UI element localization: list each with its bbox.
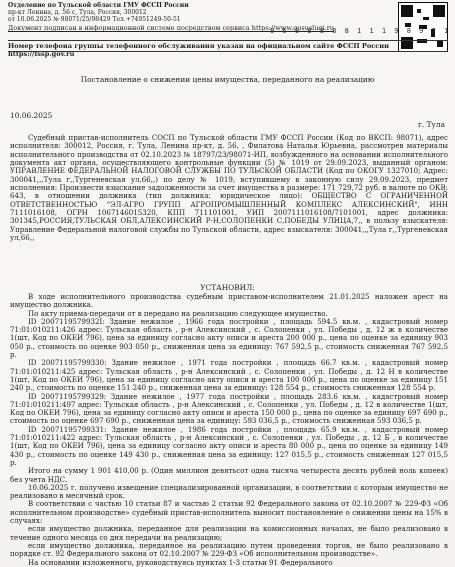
paragraph: По акту приема-передачи от в передано на реализацию следующее имущество. bbox=[28, 308, 328, 318]
paragraph: На основании изложенного, руководствуясь пунктах 1-3 статьи 91 Федерального bbox=[28, 557, 333, 567]
issuer-org: Отделение по Тульской области ГМУ ФССП России bbox=[8, 2, 189, 9]
issuer-address: пр-кт Ленина, д. 56 с, Тула, Россия, 300012 bbox=[8, 9, 147, 16]
document-title: Постановление о снижении цены имущества, переданного на реализацию bbox=[80, 75, 375, 84]
paragraph: В соответствии с частью 10 статьи 87 и частью 2 статьи 92 Федерального закона от 02.10.2007 № 229-ФЗ «Об исполнительном производстве» судебный пристав-исполнитель выносит постановление о снижении цены на 15% в случаях: bbox=[10, 499, 448, 526]
gosuslugi-text: Документ подписан в информационной системе посредством сервиса https://www.gosuslugi.ru bbox=[8, 24, 335, 32]
total-line: Итого на сумму 1 901 410,00 р. (Один миллион девятьсот одна тысяча четыреста десять рублей ноль копеек) без учета НДС. bbox=[10, 466, 448, 484]
issuer-header bbox=[8, 2, 248, 23]
paragraph: если имущество должника, переданное для реализации на комиссионных началах, не было реализовано в течение одного месяца со дня передачи на реализацию; bbox=[10, 524, 448, 542]
paragraph: В ходе исполнительного производства судебным приставом-исполнителем 21.01.2025 наложен арест на имущество должника. bbox=[10, 292, 448, 310]
property-item: ID 20071195799330: Здание нежилое , 1971 года постройки , площадь 66.7 кв.м. , кадастровый номер 71:01:010211:425 адрес: Тульская область , р-н Алексинский , с. Солопенки , ул. Победы , д. 12 Н в количестве 1(шт, Код по ОКЕИ 796), цена за единицу согласно акту описи и ареста 100 000 р., цена по оценке за единицу 151 240 р., стоимость по оценке 151 240 р., сниженная цена за единицу: 128 554 р., стоимость сниженная 128 554 р. bbox=[10, 358, 448, 393]
property-item: ID 20071195799329: Здание нежилое , 1977 года постройки , площадь 283.6 кв.м. , кадастровый номер 71:01:010211:497 адрес: Тульская область , р-н Алексинский , с. Солопенки , ул. Победы , д. 12 в количестве 1(шт, Код по ОКЕИ 796), цена за единицу согласно акту описи и ареста 150 000 р., цена по оценке за единицу 697 690 р., стоимость по оценке 697 690 р., сниженная цена за единицу: 593 036,5 р., стоимость сниженная 593 036,5 р. bbox=[10, 391, 448, 426]
intro-text bbox=[10, 134, 448, 242]
header-divider-2 bbox=[8, 51, 448, 52]
paragraph: если имущество должника, переданное на реализацию путем проведения торгов, не было реализовано в порядке ст. 92 Федерального закона от 02.10.2007 № 229-ФЗ «Об исполнительном производстве». bbox=[10, 540, 448, 559]
issuer-date-number: от 10.06.2025 № 98071/25/98429 Тел.+74951249-50-51 bbox=[8, 16, 181, 23]
property-item: ID 20071195799331: Здание нежилое , 1986 года постройки , площадь 65.9 кв.м. , кадастровый номер 71:01:010211:422 адрес: Тульская область , р-н Алексинский , с. Солопенки , ул. Победы , д. 12 Б , в количестве 1(шт, Код по ОКЕИ 796), цена за единицу согласно акту описи и ареста 80 000 р., цена по оценке за единицу 149 430 р., стоимость по оценке 149 430 р., сниженная цена за единицу: 127 015,5 р., стоимость сниженная 127 015,5 р. bbox=[10, 424, 448, 467]
document-city: г. Тула bbox=[418, 120, 445, 129]
document-date: 10.06.2025 bbox=[10, 111, 53, 120]
ustanovil-heading: УСТАНОВИЛ: bbox=[200, 283, 255, 292]
barcode-number: 9 6 9 8 8 8 8 1 1 1 9 8 9 7 1 bbox=[270, 27, 451, 35]
findings-text bbox=[10, 293, 448, 567]
intro-paragraph: Судебный пристав-исполнитель СОСП по Тульской области ГМУ ФССП России (Код по ВКСП: 98071), адрес исполнителя: 300012, Россия, г. Тула, Ленина пр-кт, д. 56, , Филатова Наталья Юрьевна, рассмотрев материалы исполнительного производства от 02.10.2023 № 18797/23/98071-ИП, возбужденного на основании исполнительного документа акт органа, осуществляющего контрольные функции (5) № 1019 от 29.09.2023, выданный органом: УПРАВЛЕНИЕ ФЕДЕРАЛЬНОЙ НАЛОГОВОЙ СЛУЖБЫ ПО ТУЛЬСКОЙ ОБЛАСТИ (Код по ОКОГУ 1327010; Адрес: 300041,,,Тула г,,Тургеневская ул,66,,) по делу № 1019, вступившему в законную силу 29.09.2023, предмет исполнения: Произвести взыскание задолженности за счет имущества в размере: 171 729,72 руб. в валюте по ОКВ: 643, в отношении должника (тип должника: юридическое лицо): ОБЩЕСТВО С ОГРАНИЧЕННОЙ ОТВЕТСТВЕННОСТЬЮ "ЭЛ-АГРО ГРУПП АГРОПРОМЫШЛЕННЫЙ КОМПЛЕКС АЛЕКСИНСКИЙ", ИНН 7111016108, ОГРН 1067146015320, КПП 711101001, УИП 2007111016108/7101001, адрес должника: 301345,РОССИЯ,ТУЛЬСКАЯ ОБЛ,АЛЕКСИНСКИЙ Р-Н,СОЛОПЕНКИ С,ПОБЕДЫ УЛИЦА,7,, в пользу взыскателя: Управление Федеральной налоговой службы по Тульской области, адрес взыскателя: 300041,,,Тула г,,Тургеневская ул,66,, bbox=[10, 133, 448, 243]
header-divider bbox=[8, 40, 448, 41]
property-item: ID 2007119579932І: Здание нежилое , 1966 года постройки , площадь 594.5 кв.м. , кадастровый номер 71:01:010211:426 адрес: Тульская область , р-н Алексинский , с. Солопенки , ул. Победы , д. 12 ж в количестве 1(шт, Код по ОКЕИ 796), цена за единицу согласно акту описи и ареста 200 000 р., цена по оценке за единицу 903 050 р., стоимость по оценке 903 050 р., сниженная цена за единицу: 767 592,5 р., стоимость сниженная 767 592,5 р. bbox=[10, 316, 448, 360]
group-phone-line: Номер телефона группы телефонного обслуживания указан на официальном сайте ФССП России https://fssp.gov.ru bbox=[8, 42, 390, 58]
paragraph: 10.06.2025 г. получено извещение специализированной организации, в соответствии с которым имущество не реализовано в месячный срок. bbox=[10, 482, 448, 501]
